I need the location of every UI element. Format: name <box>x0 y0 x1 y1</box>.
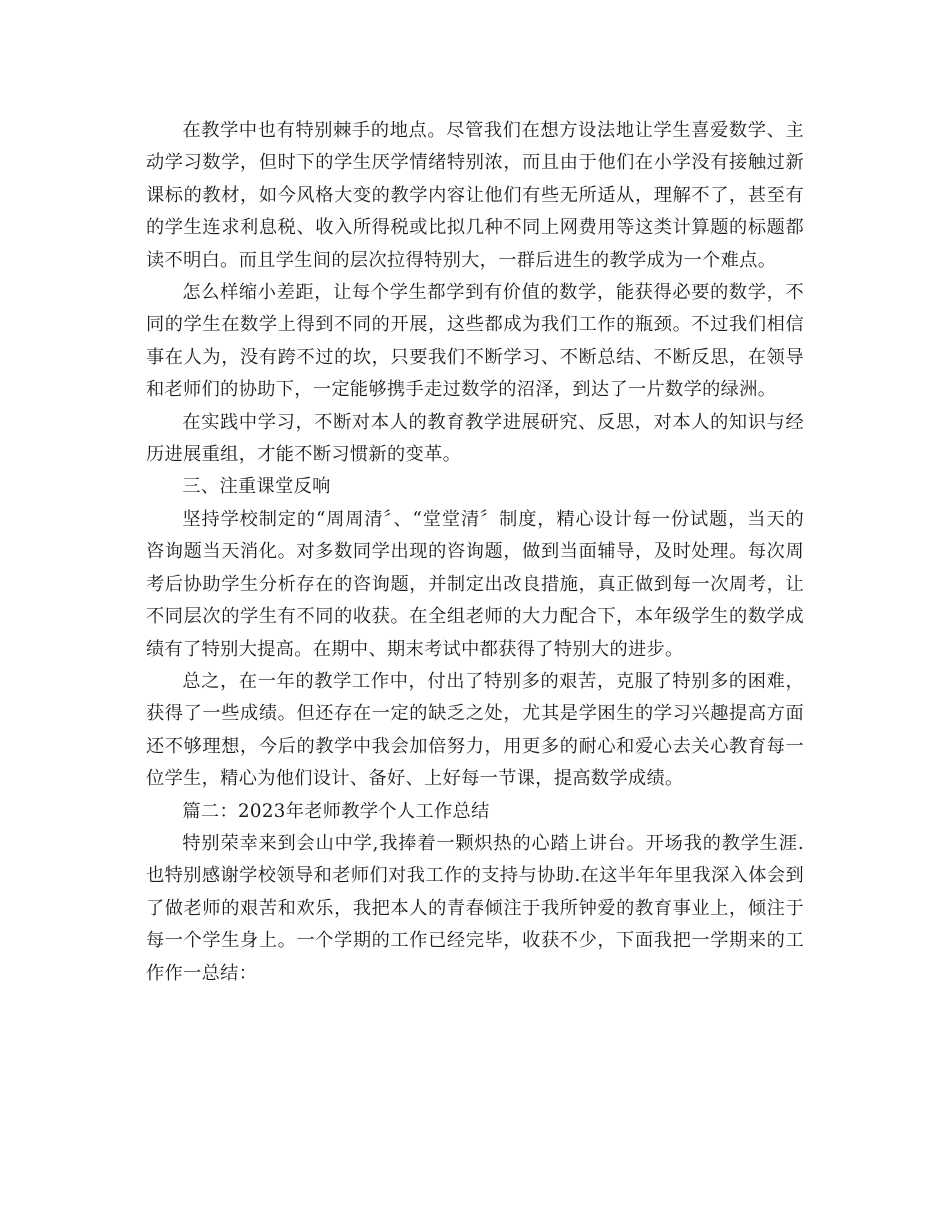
paragraph-conclusion: 总之，在一年的教学工作中，付出了特别多的艰苦，克服了特别多的困难，获得了一些成绩。但还存在一定的缺乏之处，尤其是学困生的学习兴趣提高方面还不够理想，今后的教学中我会加倍努力，用更多的耐心和爱心去关心教育每一位学生，精心为他们设计、备好、上好每一节课，提高数学成绩。 <box>146 670 804 790</box>
paragraph-weekly-clear-system: 坚持学校制定的“周周清〞、“堂堂清〞制度，精心设计每一份试题，当天的咨询题当天消化。对多数同学出现的咨询题，做到当面辅导，及时处理。每次周考后协助学生分析存在的咨询题，并制定出改良措施，真正做到每一次周考，让不同层次的学生有不同的收获。在全组老师的大力配合下，本年级学生的数学成绩有了特别大提高。在期中、期末考试中都获得了特别大的进步。 <box>146 508 804 660</box>
paragraph-teaching-difficulties: 在教学中也有特别棘手的地点。尽管我们在想方设法地让学生喜爱数学、主动学习数学，但时下的学生厌学情绪特别浓，而且由于他们在小学没有接触过新课标的教材，如今风格大变的教学内容让他们有些无所适从，理解不了，甚至有的学生连求利息税、收入所得税或比拟几种不同上网费用等这类计算题的标题都读不明白。而且学生间的层次拉得特别大，一群后进生的教学成为一个难点。 <box>146 120 804 271</box>
document-body <box>146 115 804 990</box>
paragraph-part-two-intro: 特别荣幸来到会山中学,我捧着一颗炽热的心踏上讲台。开场我的教学生涯.也特别感谢学校领导和老师们对我工作的支持与协助.在这半年年里我深入体会到了做老师的艰苦和欢乐，我把本人的青春倾注于我所钟爱的教育事业上，倾注于每一个学生身上。一个学期的工作已经完毕，收获不少，下面我把一学期来的工作作一总结： <box>146 832 804 984</box>
section-heading-classroom-feedback: 三、注重课堂反响 <box>182 476 331 498</box>
paragraph-narrowing-gap: 怎么样缩小差距，让每个学生都学到有价值的数学，能获得必要的数学，不同的学生在数学上得到不同的开展，这些都成为我们工作的瓶颈。不过我们相信事在人为，没有跨不过的坎，只要我们不断学习、不断总结、不断反思，在领导和老师们的协助下，一定能够携手走过数学的沼泽，到达了一片数学的绿洲。 <box>146 282 804 401</box>
section-heading-part-two: 篇二：2023年老师教学个人工作总结 <box>182 800 490 822</box>
paragraph-learning-in-practice: 在实践中学习，不断对本人的教育教学进展研究、反思，对本人的知识与经历进展重组，才能不断习惯新的变革。 <box>146 411 804 466</box>
